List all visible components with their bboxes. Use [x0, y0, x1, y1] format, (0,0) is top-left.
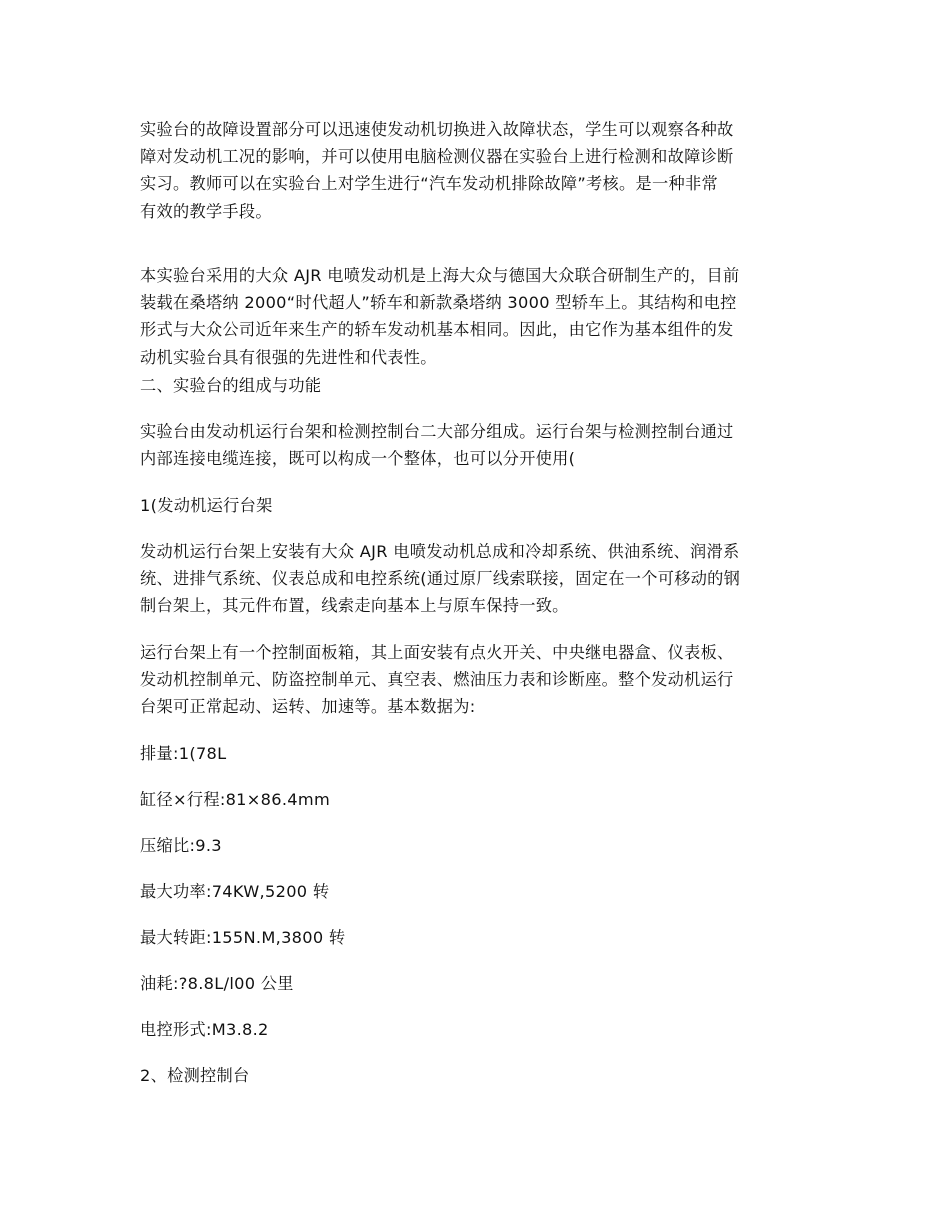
- paragraph-engine-rig: [140, 538, 740, 620]
- text-line: 动机实验台具有很强的先进性和代表性。: [140, 347, 437, 367]
- text-line: 本实验台采用的大众 AJR 电喷发动机是上海大众与德国大众联合研制生产的，目前: [140, 266, 740, 285]
- subheading-test-console: [140, 1062, 250, 1089]
- text-line: 实验台的故障设置部分可以迅速使发动机切换进入故障状态，学生可以观察各种故: [140, 120, 734, 139]
- text-line: 2、检测控制台: [140, 1066, 250, 1085]
- text-line: 形式与大众公司近年来生产的轿车发动机基本相同。因此，由它作为基本组件的发: [140, 320, 734, 340]
- text-line: 最大转距:155N.M,3800 转: [140, 928, 346, 947]
- text-line: 油耗:?8.8L/l00 公里: [140, 974, 294, 993]
- paragraph-fault-setting: [140, 116, 734, 225]
- text-line: 发动机运行台架上安装有大众 AJR 电喷发动机总成和冷却系统、供油系统、润滑系: [140, 542, 740, 561]
- text-line: 发动机控制单元、防盗控制单元、真空表、燃油压力表和诊断座。整个发动机运行: [140, 670, 734, 690]
- text-line: 实习。教师可以在实验台上对学生进行“汽车发动机排除故障”考核。是一种非常: [140, 174, 718, 194]
- text-line: 运行台架上有一个控制面板箱，其上面安装有点火开关、中央继电器盒、仪表板、: [140, 643, 734, 662]
- section-heading-composition: [140, 372, 321, 399]
- text-line: 压缩比:9.3: [140, 836, 222, 855]
- spec-displacement: [140, 740, 226, 767]
- text-line: 实验台由发动机运行台架和检测控制台二大部分组成。运行台架与检测控制台通过: [140, 422, 734, 441]
- text-line: 统、进排气系统、仪表总成和电控系统(通过原厂线索联接，固定在一个可移动的钢: [140, 569, 741, 589]
- text-line: 台架可正常起动、运转、加速等。基本数据为:: [140, 697, 476, 717]
- text-line: 电控形式:M3.8.2: [140, 1020, 269, 1039]
- spec-bore-stroke: [140, 786, 330, 813]
- text-line: 有效的教学手段。: [140, 201, 272, 221]
- spec-fuel-consumption: [140, 970, 294, 997]
- text-line: 缸径×行程:81×86.4mm: [140, 790, 331, 809]
- paragraph-engine-intro: [140, 262, 739, 371]
- text-line: 障对发动机工况的影响，并可以使用电脑检测仪器在实验台上进行检测和故障诊断: [140, 147, 734, 167]
- text-line: 1(发动机运行台架: [140, 496, 273, 515]
- subheading-engine-rig: [140, 492, 273, 519]
- spec-max-torque: [140, 924, 345, 951]
- text-line: 最大功率:74KW,5200 转: [140, 882, 330, 901]
- spec-max-power: [140, 878, 329, 905]
- paragraph-control-panel: [140, 639, 734, 721]
- text-line: 内部连接电缆连接，既可以构成一个整体，也可以分开使用(: [140, 449, 576, 469]
- text-line: 装载在桑塔纳 2000“时代超人”轿车和新款桑塔纳 3000 型轿车上。其结构和电控: [140, 293, 737, 313]
- text-line: 二、实验台的组成与功能: [140, 376, 322, 395]
- spec-compression-ratio: [140, 832, 222, 859]
- text-line: 排量:1(78L: [140, 744, 227, 763]
- paragraph-composition: [140, 418, 734, 472]
- spec-control-type: [140, 1016, 269, 1043]
- text-line: 制台架上，其元件布置，线索走向基本上与原车保持一致。: [140, 596, 569, 616]
